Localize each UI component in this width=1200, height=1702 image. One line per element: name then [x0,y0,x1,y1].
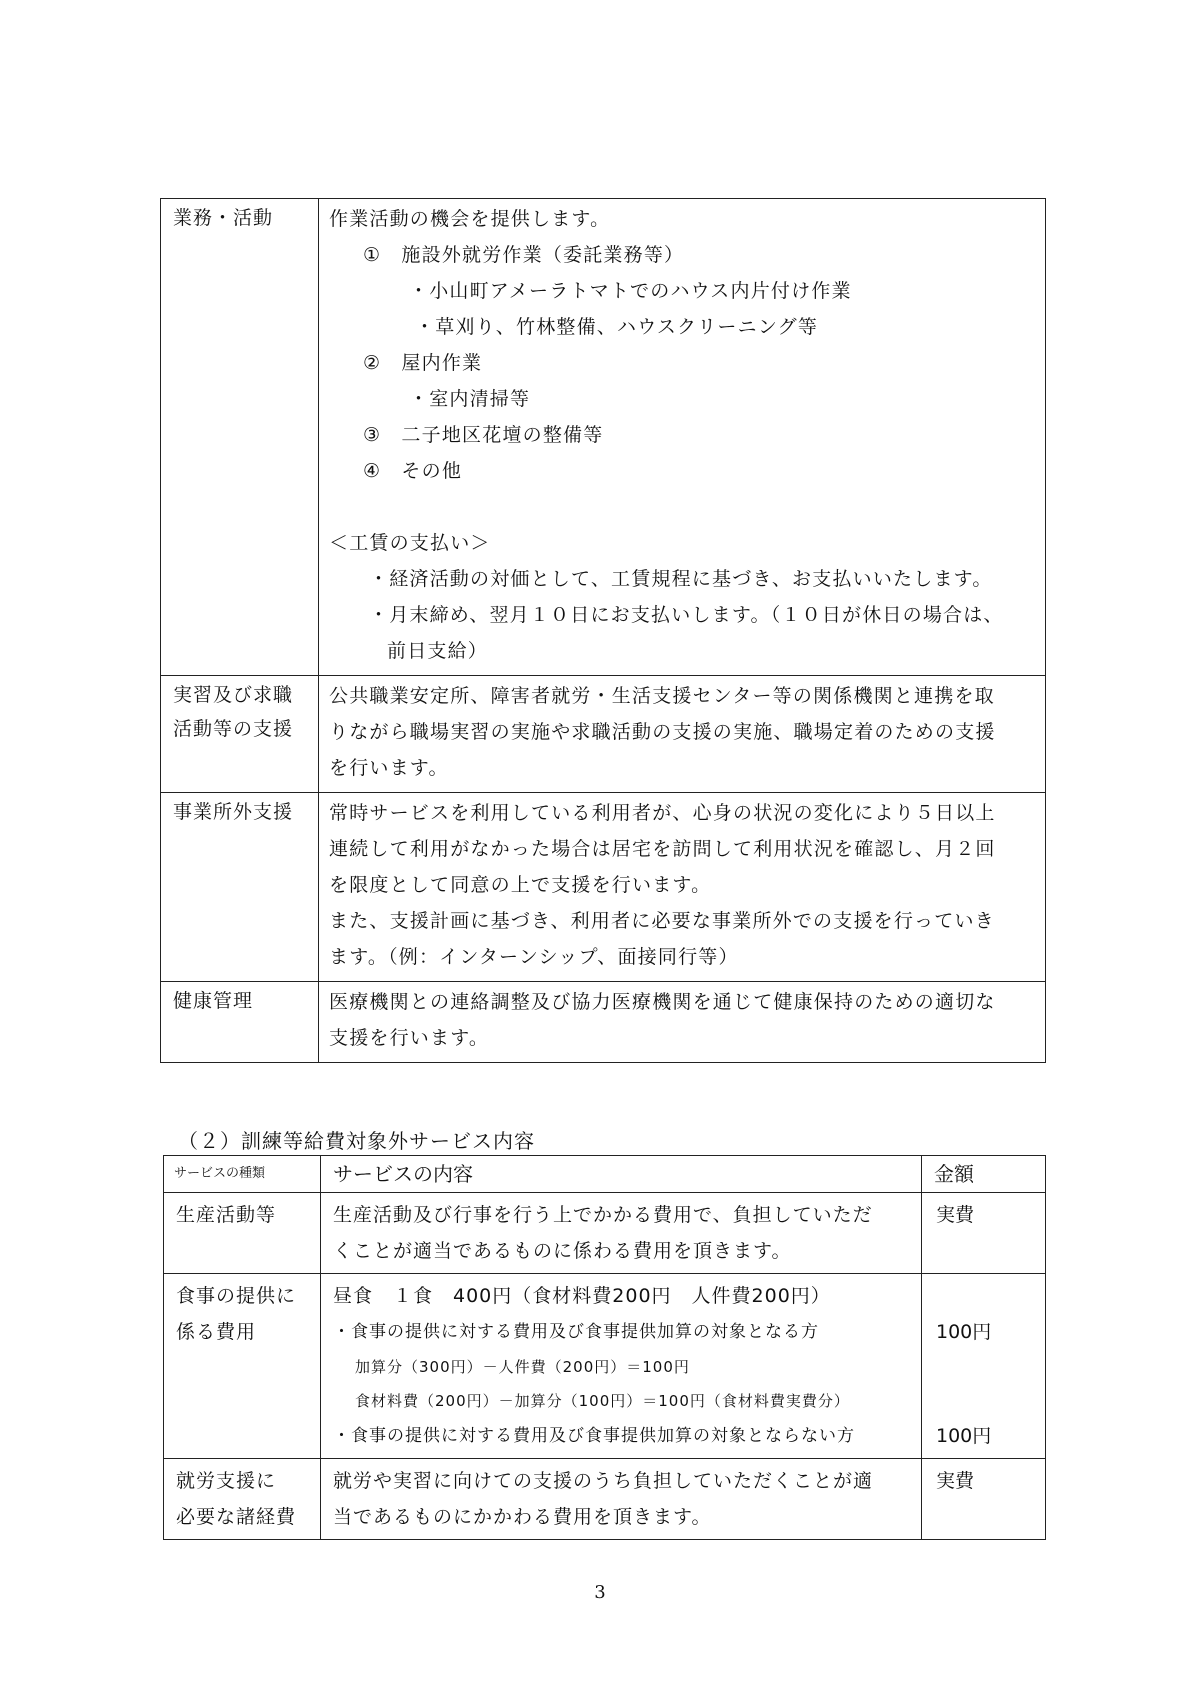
page-number: 3 [594,1582,606,1603]
row-label [164,1459,321,1540]
table-row [164,1274,1046,1459]
table-row [161,793,1046,982]
text-line: ④ その他 [363,460,463,482]
text-line: ③ 二子地区花壇の整備等 [363,424,604,446]
row-content [319,982,1046,1063]
text-line: また、支援計画に基づき、利用者に必要な事業所外での支援を行っていき [329,910,995,932]
label-line: 活動等の支援 [173,718,294,740]
text-line: 生産活動及び行事を行う上でかかる費用で、負担していただ [333,1204,873,1226]
text-line: ます。（例：インターンシップ、面接同行等） [329,946,739,968]
spacer [936,1278,1039,1314]
label-line: 係る費用 [176,1321,257,1343]
text-line: 前日支給） [387,640,489,662]
row-content [319,199,1046,676]
table-row [164,1193,1046,1274]
text-line: くことが適当であるものに係わる費用を頂きます。 [333,1240,792,1262]
text-line: ・小山町アメーラトマトでのハウス内片付け作業 [409,280,852,302]
row-content [321,1274,922,1459]
table-row [161,199,1046,676]
row-content [319,793,1046,982]
row-label: 業務・活動 [161,199,319,676]
text-line: 昼食 １食 400円（食材料費200円 人件費200円） [333,1285,831,1307]
label-line: 食事の提供に [176,1285,297,1307]
table-row [161,676,1046,793]
label-line: 実習及び求職 [173,684,294,706]
text-line: 作業活動の機会を提供します。 [329,208,611,230]
table-header-row [164,1156,1046,1193]
blank-line [329,489,1037,525]
text-line: 支援を行います。 [329,1027,490,1049]
row-content [321,1459,922,1540]
amount-cell: 実費 [922,1193,1046,1274]
text-line: 常時サービスを利用している利用者が、心身の状況の変化により５日以上 [329,802,996,824]
label-line: 必要な諸経費 [176,1506,297,1528]
row-content [319,676,1046,793]
text-line: ・室内清掃等 [409,388,531,410]
row-content [321,1193,922,1274]
spacer [936,1350,1039,1418]
text-line: を限度として同意の上で支援を行います。 [329,874,712,896]
text-line: ＜工賃の支払い＞ [329,532,491,554]
text-line: ・食事の提供に対する費用及び食事提供加算の対象とならない方 [333,1426,855,1446]
amount-cell: 実費 [922,1459,1046,1540]
amount-cell [922,1274,1046,1459]
column-header: サービスの内容 [321,1156,922,1193]
text-line: ・草刈り、竹林整備、ハウスクリーニング等 [415,316,819,338]
row-label: 事業所外支援 [161,793,319,982]
label-line: 就労支援に [176,1470,277,1492]
text-line: 当であるものにかかわる費用を頂きます。 [333,1506,712,1528]
text-line: ・食事の提供に対する費用及び食事提供加算の対象となる方 [333,1322,819,1342]
text-line: りながら職場実習の実施や求職活動の支援の実施、職場定着のための支援 [329,721,996,743]
text-line: ・月末締め、翌月１０日にお支払いします。（１０日が休日の場合は、 [369,604,1004,626]
text-line: 就労や実習に向けての支援のうち負担していただくことが適 [333,1470,874,1492]
amount-value: 100円 [936,1321,992,1343]
text-line: 食材料費（200円）－加算分（100円）＝100円（食材料費実費分） [355,1392,850,1410]
text-line: ・経済活動の対価として、工賃規程に基づき、お支払いいたします。 [369,568,993,590]
text-line: 加算分（300円）－人件費（200円）＝100円 [355,1358,690,1376]
text-line: 医療機関との連絡調整及び協力医療機関を通じて健康保持のための適切な [329,991,996,1013]
text-line: を行います。 [329,757,449,779]
row-label [164,1274,321,1459]
text-line: 公共職業安定所、障害者就労・生活支援センター等の関係機関と連携を取 [329,685,995,707]
service-detail-table [160,198,1046,1063]
non-covered-services-table [163,1155,1046,1540]
section-heading: （２）訓練等給費対象外サービス内容 [178,1129,535,1153]
table-row [161,982,1046,1063]
text-line: ① 施設外就労作業（委託業務等） [363,244,685,266]
column-header: 金額 [922,1156,1046,1193]
row-label: 健康管理 [161,982,319,1063]
row-label [161,676,319,793]
table-row [164,1459,1046,1540]
row-label: 生産活動等 [164,1193,321,1274]
text-line: 連続して利用がなかった場合は居宅を訪問して利用状況を確認し、月２回 [329,838,996,860]
amount-value: 100円 [936,1425,992,1447]
text-line: ② 屋内作業 [363,352,483,374]
column-header: サービスの種類 [164,1156,321,1193]
